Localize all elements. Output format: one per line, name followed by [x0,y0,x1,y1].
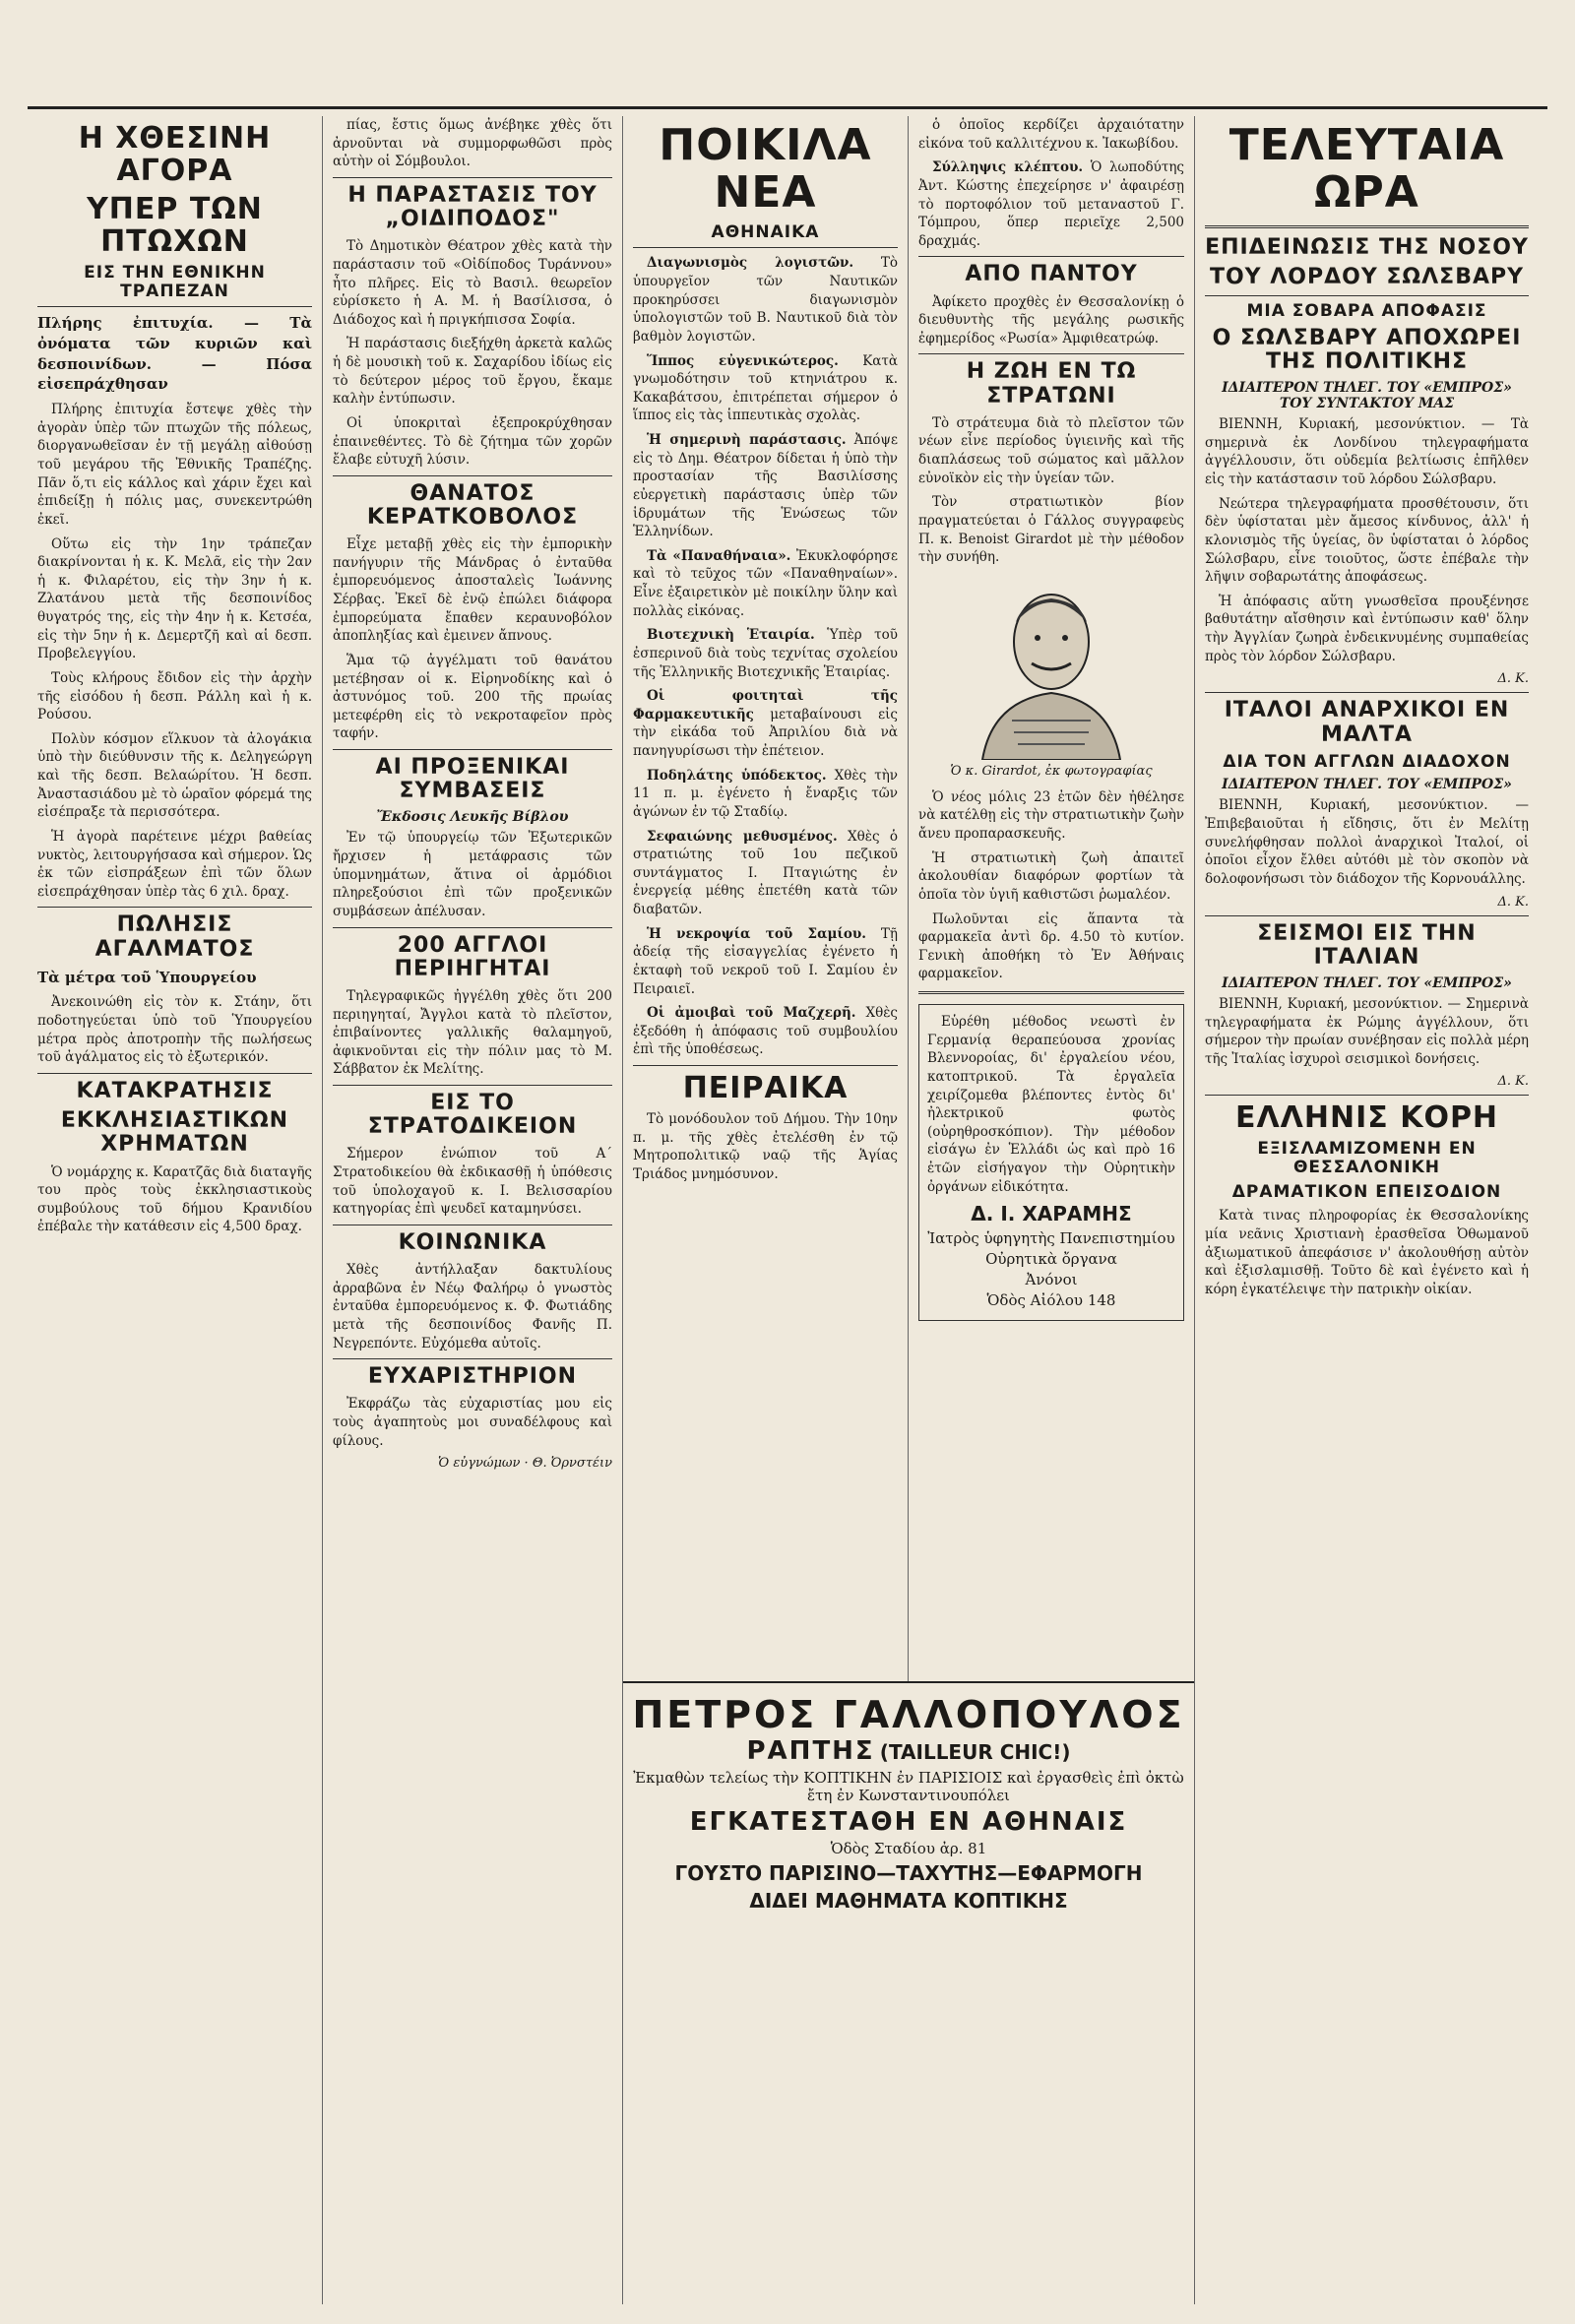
item-text: Χθὲς ὁ στρατιώτης τοῦ 1ου πεζικοῦ συντάγματος Ι. Πταγιώτης ἐν ἐνεργείᾳ μέθης ἐπετέθη κατὰ τῶν διαβατῶν. [633,828,898,918]
item-text: Ὁ λωποδύτης Ἀντ. Κώστης ἐπεχείρησε ν' ἀφαιρέσῃ τὸ πορτοφόλιον τοῦ μεταναστοῦ Γ. Τόμπρου, ὅπερ περιεῖχε 2,500 δραχμάς. [918,159,1184,249]
headline-epideinosis: ΕΠΙΔΕΙΝΩΣΙΣ ΤΗΣ ΝΟΣΟΥ [1205,234,1529,260]
headline-ptochon: ΥΠΕΡ ΤΩΝ ΠΤΩΧΩΝ [87,192,263,259]
divider [333,177,612,178]
paragraph: Χθὲς ἀντήλλαξαν δακτυλίους ἀρραβῶνα ἐν Νέῳ Φαλήρῳ ὁ γνωστὸς ἐνταῦθα ἐμπορευόμενος κ. Φ. Φωτιάδης μετὰ τῆς δεσποινίδος Φανῆς Π. Νεγρεπόντε. Εὐχόμεθα αὐτοῖς. [333,1262,612,1351]
ad-address: Ὁδὸς Αἰόλου 148 [986,1291,1116,1310]
divider [1205,692,1529,693]
ad-doctor-name: Δ. Ι. ΧΑΡΑΜΗΣ [971,1202,1132,1226]
divider [918,991,1184,994]
item-title: Διαγωνισμὸς λογιστῶν. [647,255,854,272]
ad-tailor-lessons: ΔΙΔΕΙ ΜΑΘΗΜΑΤΑ ΚΟΠΤΙΚΗΣ [749,1889,1068,1913]
top-rule [28,106,1547,109]
paragraph: Τὸ στράτευμα διὰ τὸ πλεῖστον τῶν νέων εἶνε περίοδος ὑγιεινῆς καὶ τῆς διαπλάσεως τοῦ σώματος καὶ μᾶλλον εὐνοϊκὸν εἰς τὴν ὑγείαν τῶν. [918,414,1184,486]
paragraph: Ἅμα τῷ ἀγγέλματι τοῦ θανάτου μετέβησαν οἱ κ. Εἰρηνοδίκης καὶ ὁ ἀστυνόμος τοῦ. 200 τῆς πρωίας μετεφέρθη εἰς τὸ νεκροταφεῖον πρὸς ταφήν. [333,652,612,742]
headline-thanatos: ΘΑΝΑΤΟΣ ΚΕΡΑΤΚΟΒΟΛΟΣ [366,480,579,530]
subheadline-trapeza: ΕΙΣ ΤΗΝ ΕΘΝΙΚΗΝ ΤΡΑΠΕΖΑΝ [84,263,266,301]
subheadline-dramatikon: ΔΡΑΜΑΤΙΚΟΝ ΕΠΕΙΣΟΔΙΟΝ [1231,1181,1502,1202]
paragraph: ὁ ὁποῖος κερδίζει ἀρχαιότατην εἰκόνα τοῦ καλλιτέχνου κ. Ἰακωβίδου. [918,117,1184,152]
paragraph: Ἡ ἀγορὰ παρέτεινε μέχρι βαθείας νυκτὸς, λειτουργήσασα καὶ σήμερον. Ὡς ἐκ τῶν εἰσπράξεων ἐπὶ τῶν ὅλων εἰσεπράχθησαν ὑπὲρ τὰς 6 χιλ. δραχ. [37,828,312,900]
item-text: Κατὰ γνωμοδότησιν τοῦ κτηνιάτρου κ. Κακαβάτσου, ἐπιτρέπεται σήμερον ὁ ἵππος εἰς τὰς ἱππευτικὰς σχολὰς. [633,352,898,424]
headline-apofasis: ΜΙΑ ΣΟΒΑΡΑ ΑΠΟΦΑΣΙΣ [1246,301,1487,322]
headline-koinonika: ΚΟΙΝΩΝΙΚΑ [398,1229,547,1255]
divider [633,1065,898,1066]
divider [37,907,312,908]
item-title: Ποδηλάτης ὑπόδεκτος. [647,767,827,784]
divider [37,306,312,307]
column-4 [909,116,1194,1681]
signature: Δ. Κ. [1497,671,1529,687]
paragraph: Τὸ μονόδουλον τοῦ Δήμου. Τὴν 10ην π. μ. τῆς χθὲς ἐτελέσθη ἐν τῷ Μητροπολιτικῷ ναῷ τῆς Ἁγίας Τριάδος μνημόσυνον. [633,1111,898,1182]
source-line: ΙΔΙΑΙΤΕΡΟΝ ΤΗΛΕΓ. ΤΟΥ «ΕΜΠΡΟΣ» [1222,974,1512,991]
headline-agora: Η ΧΘΕΣΙΝΗ ΑΓΟΡΑ [78,121,272,188]
item-title: Ἡ σημερινὴ παράστασις. [647,432,847,449]
item-title: Ἡ νεκροψία τοῦ Σαμίου. [647,925,866,942]
ad-gallopoulos [623,1681,1194,1926]
paragraph: ΒΙΕΝΝΗ, Κυριακή, μεσονύκτιον. — Σημερινὰ τηλεγραφήματα ἐκ Ρώμης ἀγγέλλουν, ὅτι σήμερον τὴν πρωίαν συνέβησαν εἰς πολλὰ μέρη τῆς Ἰταλίας ἰσχυροὶ σεισμικοὶ δονήσεις. [1205,995,1529,1067]
column-2 [323,116,623,2304]
paragraph: Πωλοῦνται εἰς ἅπαντα τὰ φαρμακεῖα ἀντὶ δρ. 4.50 τὸ κυτίον. Γενικὴ ἀποθήκη τὸ Ἐν Ἀθήναις φαρμακεῖον. [918,911,1184,982]
headline-anarchikoi: ΙΤΑΛΟΙ ΑΝΑΡΧΙΚΟΙ ΕΝ ΜΑΛΤΑ [1224,698,1510,747]
headline-anglois: 200 ΑΓΓΛΟΙ ΠΕΡΙΗΓΗΤΑΙ [394,932,551,981]
paragraph: Τοὺς κλήρους ἔδιδον εἰς τὴν ἀρχὴν τῆς εἰσόδου ἡ δεσπ. Ράλλη καὶ ἡ κ. Ρούσου. [37,669,312,723]
ad-tailor-trade: ΡΑΠΤΗΣ [746,1736,875,1766]
item-title: Ἵππος εὐγενικώτερος. [647,352,839,369]
headline-seismoi: ΣΕΙΣΜΟΙ ΕΙΣ ΤΗΝ ΙΤΑΛΙΑΝ [1257,920,1477,970]
paragraph: Τὸ Δημοτικὸν Θέατρον χθὲς κατὰ τὴν παράστασιν τοῦ «Οἰδίποδος Τυράννου» ἦτο πλῆρες. Εἰς τὸ Βασιλ. θεωρεῖον εὑρίσκετο ἡ Α. Μ. ἡ Βασίλισσα, ὁ Διάδοχος καὶ ἡ πριγκήπισσα Σοφία. [333,238,612,328]
paragraph: Σήμερον ἐνώπιον τοῦ Α΄ Στρατοδικείου θὰ ἐκδικασθῇ ἡ ὑπόθεσις τοῦ ὑπολοχαγοῦ κ. Ι. Βελισσαρίου κατηγορίας ἐπὶ ψευδεῖ καταμηνύσει. [333,1146,612,1218]
item-text: Ἐκυκλοφόρησε καὶ τὸ τεῦχος τῶν «Παναθηναίων». Εἶνε ἐξαιρετικὸν μὲ ποικίλην ὕλην καὶ πολλὰς εἰκόνας. [633,547,898,619]
divider [333,475,612,476]
paragraph: ΒΙΕΝΝΗ, Κυριακή, μεσονύκτιον. — Τὰ σημερινὰ ἐκ Λονδίνου τηλεγραφήματα ἀγγέλλουσιν, ὅτι οὐδεμία βελτίωσις ἐπῆλθεν εἰς τὴν κατάστασιν τοῦ λόρδου Σώλσβαρυ. [1205,416,1529,488]
divider [333,1085,612,1086]
columns-3-4 [623,116,1195,2304]
divider [37,1073,312,1074]
paragraph: Πλήρης ἐπιτυχία ἔστεψε χθὲς τὴν ἀγορὰν ὑπὲρ τῶν πτωχῶν τῆς πόλεως, διοργανωθεῖσαν ἐν τῇ μεγάλῃ αἰθούσῃ τοῦ μεγάρου τῆς Ἐθνικῆς Τραπέζης. Πᾶν ὅ,τι εἰς κάλλος καὶ χάριν ἔχει καὶ ἐπιδείξῃ ἡ πόλις μας, συνεκεντρώθη ἐκεῖ. [37,402,312,528]
paragraph: Ἡ ἀπόφασις αὕτη γνωσθεῖσα προυξένησε βαθυτάτην αἴσθησιν καὶ ἐντύπωσιν καθ' ὅλην τὴν Ἀγγλίαν ζωηρὰ ἐνδεικνυμένης συμπαθείας πρὸς τὸν λόρδον Σώλσβαρυ. [1205,593,1529,664]
ad-tailor-name: ΠΕΤΡΟΣ ΓΑΛΛΟΠΟΥΛΟΣ [632,1693,1185,1736]
divider [333,749,612,750]
column-3 [623,116,909,1681]
portrait-caption: Ὁ κ. Girardot, ἐκ φωτογραφίας [950,763,1153,779]
paragraph: Ὁ νομάρχης κ. Καρατζᾶς διὰ διαταγῆς του πρὸς τοὺς ἐκκλησιαστικοὺς συμβούλους τοῦ δήμου Κρανιδίου ἐπέβαλε τὴν κατάθεσιν εἰς 4,500 δραχ. [37,1163,312,1235]
source-line: ΙΔΙΑΙΤΕΡΟΝ ΤΗΛΕΓ. ΤΟΥ «ΕΜΠΡΟΣ» ΤΟΥ ΣΥΝΤΑΚΤΟΥ ΜΑΣ [1222,380,1512,412]
divider [1205,225,1529,228]
item-title: Τὰ «Παναθήναια». [647,547,791,564]
divider [1205,295,1529,296]
paragraph: Οὕτω εἰς τὴν 1ην τράπεζαν διακρίνονται ἡ κ. Κ. Μελᾶ, εἰς τὴν 2αν ἡ κ. Φιλαρέτου, εἰς τὴν 3ην ἡ κ. Ζλατάνου μετὰ τῆς δεσποινίδος θυγατρός της, εἰς τὴν 4ην ἡ κ. Κετσέα, εἰς τὴν 5ην ἡ κ. Δεμερτζῆ καὶ αἱ δεσπ. Προβελεγγίου. [37,535,312,662]
headline-apochorei: Ο ΣΩΛΣΒΑΡΥ ΑΠΟΧΩΡΕΙ ΤΗΣ ΠΟΛΙΤΙΚΗΣ [1212,325,1522,375]
ad-text: Εὑρέθη μέθοδος νεωστὶ ἐν Γερμανίᾳ θεραπεύουσα χρονίας Βλεννοροίας, δι' ἐργαλείου νέου, κατοπτρικοῦ. Τὰ ἐργαλεῖα χειρίζομεθα βλέποντες ἐντὸς δι' ἠλεκτρικοῦ φωτὸς (οὐρηθροσκόπιον). Τὴν μέθοδον εἰσάγω ἐν Ἑλλάδι ὡς καὶ πρὸ 16 ἐτῶν εἰσήγαγον τὴν Οὐρητικὴν ὀργάνων εἰδικότητα. [927,1014,1175,1195]
signature: Ὁ εὐγνώμων · Θ. Ὀρνστέιν [438,1456,612,1472]
divider [918,353,1184,354]
item-text: Ὑπὲρ τοῦ ἐσπερινοῦ διὰ τοὺς τεχνίτας σχολείου τῆς Ἑλληνικῆς Βιοτεχνικῆς Ἑταιρίας. [633,627,898,680]
paragraph: Νεώτερα τηλεγραφήματα προσθέτουσιν, ὅτι δὲν ὑφίσταται μὲν ἄμεσος κίνδυνος, ἀλλ' ἡ κλονισμὸς τῆς ὑγείας, ὃν ὑφίσταται ὁ λόρδος Σώλσβαρυ, εἶνε τοιοῦτος, ὥστε ἐπέβαλε τὴν λῆψιν σοβαρωτάτης ἀποφάσεως. [1205,495,1529,586]
headline-lordou: ΤΟΥ ΛΟΡΔΟΥ ΣΩΛΣΒΑΡΥ [1209,264,1525,289]
lead-metra: Τὰ μέτρα τοῦ Ὑπουργείου [37,968,257,986]
subheadline-diadochon: ΔΙΑ ΤΟΝ ΑΓΓΛΩΝ ΔΙΑΔΟΧΟΝ [1223,751,1511,772]
portrait-girardot-image [953,573,1150,760]
item-text: Τὸ ὑπουργεῖον τῶν Ναυτικῶν προκηρύσσει διαγωνισμὸν ὑπολογιστῶν τοῦ Β. Ναυτικοῦ διὰ τὸν βαθμὸν λογιστῶν. [633,255,898,345]
paragraph: Ἀφίκετο προχθὲς ἐν Θεσσαλονίκῃ ὁ διευθυντὴς τῆς μεγάλης ρωσικῆς ἐφημερίδος «Ρωσία» Ἀμφιθεατρώφ. [918,293,1184,346]
columns-3-4-upper [623,116,1194,1681]
headline-teleftaia-ora: ΤΕΛΕΥΤΑΙΑ ΩΡΑ [1228,120,1505,219]
item-title: Σύλληψις κλέπτου. [932,159,1084,176]
headline-symvaseis: ΑΙ ΠΡΟΞΕΝΙΚΑΙ ΣΥΜΒΑΣΕΙΣ [375,755,570,804]
item-title: Βιοτεχνικὴ Ἑταιρία. [647,627,815,644]
signature: Δ. Κ. [1497,1074,1529,1090]
paragraph: Ἡ παράστασις διεξήχθη ἀρκετὰ καλῶς ἡ δὲ μουσικὴ τοῦ κ. Σαχαρίδου ἰδίως εἰς τὸ δεύτερον μέρος τοῦ ἔργου, ἔκαμε καλὴν ἐντύπωσιν. [333,336,612,408]
paragraph: Τὸν στρατιωτικὸν βίον πραγματεύεται ὁ Γάλλος συγγραφεὺς Π. κ. Benoist Girardot μὲ τὴν μέθοδον τὴν συνήθη. [918,494,1184,566]
subheadline-athinaika: ΑΘΗΝΑΙΚΑ [711,221,820,242]
source-line: ΙΔΙΑΙΤΕΡΟΝ ΤΗΛΕΓ. ΤΟΥ «ΕΜΠΡΟΣ» [1222,777,1512,793]
lead-agora: Πλήρης ἐπιτυχία. — Τὰ ὀνόματα τῶν κυριῶν καὶ δεσποινίδων. — Πόσα εἰσεπράχθησαν [37,314,312,394]
ad-tailor-established: ΕΓΚΑΤΕΣΤΑΘΗ ΕΝ ΑΘΗΝΑΙΣ [689,1807,1128,1837]
headline-chrimaton: ΕΚΚΛΗΣΙΑΣΤΙΚΩΝ ΧΡΗΜΑΤΩΝ [60,1108,289,1158]
divider [333,1358,612,1359]
paragraph: Ἡ στρατιωτικὴ ζωὴ ἀπαιτεῖ ἀκολουθίαν διαφόρων φορτίων τὰ ὁποῖα τὸν ὑγιῆ καθιστῶσι ῥωμαλέον. [918,849,1184,903]
ad-tailor-address: Ὁδὸς Σταδίου ἀρ. 81 [830,1840,987,1857]
subhead-vivlos: Ἔκδοσις Λευκῆς Βίβλου [376,809,569,826]
paragraph: Ὁ νέος μόλις 23 ἐτῶν δὲν ἠθέλησε νὰ κατέλθῃ εἰς τὴν στρατιωτικὴν ζωὴν ἄνευ προπαρασκευῆς. [918,788,1184,843]
divider [918,256,1184,257]
item-text: μεταβαίνουσι εἰς τὴν εἰκάδα τοῦ Ἀπριλίου διὰ νὰ πανηγυρίσωσι τὴν ἐπέτειον. [633,706,898,760]
paragraph: Πολὺν κόσμον εἵλκυον τὰ ἀλογάκια ὑπὸ τὴν διεύθυνσιν τῆς κ. Δεληγεώργη καὶ τῆς δεσπ. Βελαώρίτου. Ἡ δεσπ. Ἀναστασιάδου μὲ τὸ ὡραῖον φόρεμά της εἰσέπραξε τὰ περισσότερα. [37,730,312,821]
ad-doctor-title: Ἰατρὸς ὑφηγητὴς Πανεπιστημίου [927,1229,1175,1248]
column-1 [28,116,323,2304]
headline-apo-pantou: ΑΠΟ ΠΑΝΤΟΥ [965,262,1138,287]
ad-tailor-slogan: ΓΟΥΣΤΟ ΠΑΡΙΣΙΝΟ—ΤΑΧΥΤΗΣ—ΕΦΑΡΜΟΓΗ [674,1861,1143,1885]
headline-poikila: ΠΟΙΚΙΛΑ ΝΕΑ [659,120,872,219]
headline-peiraika: ΠΕΙΡΑΙΚΑ [682,1071,849,1106]
headline-oidipodos: Η ΠΑΡΑΣΤΑΣΙΣ ΤΟΥ „ΟΙΔΙΠΟΔΟΣ" [347,182,598,232]
paragraph: Κατὰ τινας πληροφορίας ἐκ Θεσσαλονίκης μία νεᾶνις Χριστιανὴ ἐρασθεῖσα Ὀθωμανοῦ ἀξιωματικοῦ ἀπεφάσισε ν' ἀκολουθήσῃ αὐτὸν καὶ ἐξισλαμισθῇ. Τοῦτο δὲ καὶ ἐγένετο καὶ ἡ κόρη ἐγκατέλειψε τὴν πατρικὴν οἰκίαν. [1205,1208,1529,1297]
headline-eucharistirion: ΕΥΧΑΡΙΣΤΗΡΙΟΝ [367,1364,578,1390]
ad-specialty-2: Ἀνόνοι [1025,1271,1078,1289]
paragraph: πίας, ἔστις ὅμως ἀνέβηκε χθὲς ὅτι ἀρνοῦνται νὰ συμμορφωθῶσι πρὸς αὐτὴν οἱ Σόμβουλοι. [333,117,612,170]
paragraph: ΒΙΕΝΝΗ, Κυριακή, μεσονύκτιον. — Ἐπιβεβαιοῦται ἡ εἴδησις, ὅτι ἐν Μελίτῃ συνελήφθησαν πολλοὶ ἀναρχικοὶ Ἰταλοί, οἱ ὁποῖοι εἶχον ἔλθει αὐτόθι μὲ τὸν σκοπὸν νὰ δολοφονήσωσι τὸν διάδοχον τῆς Κορνουάλλης. [1205,797,1529,887]
paragraph: Ἐν τῷ ὑπουργείῳ τῶν Ἐξωτερικῶν ἤρχισεν ἡ μετάφρασις τῶν ὑπομνημάτων, ἅτινα οἱ ἀρμόδιοι πληρεξούσιοι ἐπὶ τῶν προξενικῶν συμβάσεων ἀπέλυσαν. [333,830,612,919]
column-5 [1195,116,1539,2304]
headline-katakratisis: ΚΑΤΑΚΡΑΤΗΣΙΣ [76,1078,274,1103]
divider [1205,1095,1529,1096]
headline-zoi-stratoni: Η ΖΩΗ ΕΝ ΤΩ ΣΤΡΑΤΩΝΙ [966,359,1137,408]
divider [1205,915,1529,916]
item-title: Οἱ ἀμοιβαὶ τοῦ Μαζχερῆ. [647,1005,856,1022]
ad-charamis [918,1004,1184,1321]
divider [633,247,898,248]
paragraph: Ἐκφράζω τὰς εὐχαριστίας μου εἰς τοὺς ἀγαπητοὺς μοι συναδέλφους καὶ φίλους. [333,1396,612,1449]
columns [28,116,1547,2304]
signature: Δ. Κ. [1497,894,1529,910]
paragraph: Ἀνεκοινώθη εἰς τὸν κ. Στάην, ὅτι ποδοτηγεύεται ὑπὸ τοῦ Ὑπουργείου μέτρα πρὸς ἀποτροπὴν τῆς πωλήσεως τοῦ ἀγάλματος εἰς τὸ ἐξωτερικόν. [37,994,312,1066]
paragraph: Οἱ ὑποκριταὶ ἐξεπροκρύχθησαν ἐπαινεθέντες. Τὸ δὲ ζήτημα τῶν χορῶν ἔλαβε εὐτυχῆ λύσιν. [333,414,612,469]
ad-specialty: Οὐρητικὰ ὄργανα [985,1250,1117,1269]
item-title: Οἱ φοιτηταὶ τῆς Φαρμακευτικῆς [633,688,898,722]
headline-stratodikeion: ΕΙΣ ΤΟ ΣΤΡΑΤΟΔΙΚΕΙΟΝ [367,1091,578,1140]
item-title: Σεφαιώνης μεθυσμένος. [647,828,838,845]
divider [333,927,612,928]
item-text: Τῇ ἀδείᾳ τῆς εἰσαγγελίας ἐγένετο ἡ ἐκταφὴ τοῦ νεκροῦ τοῦ Ι. Σαμίου ἐν Πειραιεῖ. [633,925,898,997]
ad-tailor-trade-fr: (TAILLEUR CHIC!) [879,1740,1071,1764]
item-text: Χθὲς ἐξεδόθη ἡ ἀπόφασις τοῦ συμβουλίου ἐπὶ τῆς ὑποθέσεως. [633,1005,898,1058]
item-text: Ἀπόψε εἰς τὸ Δημ. Θέατρον δίδεται ἡ ὑπὸ τὴν προστασίαν τῆς Βασιλίσσης εὐεργετικὴ παράστασις ὑπὲρ τῶν ἱδρυμάτων τῆς Ἑνώσεως τῶν Ἑλληνίδων. [633,432,898,540]
ad-tailor-line: Ἐκμαθὼν τελείως τὴν ΚΟΠΤΙΚΗΝ ἐν ΠΑΡΙΣΙΟΙΣ καὶ ἐργασθεὶς ἐπὶ ὀκτὼ ἔτη ἐν Κωνσταντινουπόλει [633,1769,1184,1804]
paragraph: Τηλεγραφικῶς ἠγγέλθη χθὲς ὅτι 200 περιηγηταί, Ἄγγλοι κατὰ τὸ πλεῖστον, ἐπιβαίνοντες γαλλικῆς θαλαμηγοῦ, ἀφικνοῦνται εἰς τὴν πόλιν μας τὸ Μ. Σάββατον ἐκ Μελίτης. [333,987,612,1078]
subheadline-exislamizomeni: ΕΞΙΣΛΑΜΙΖΟΜΕΝΗ ΕΝ ΘΕΣΣΑΛΟΝΙΚΗ [1257,1139,1477,1178]
item-text: Χθὲς τὴν 11 π. μ. ἐγένετο ἡ ἔναρξις τῶν ἀγώνων ἐν τῷ Σταδίῳ. [633,767,898,820]
paragraph: Εἶχε μεταβῇ χθὲς εἰς τὴν ἐμπορικὴν πανήγυριν τῆς Μάνδρας ὁ ἐνταῦθα ἐμπορευόμενος ἀποσταλεὶς Ἰωάννης Σέρβας. Ἐκεῖ δὲ ἐνῷ ἐπώλει διάφορα ἐμπορεύματα ἔπαθεν κεραυνοβόλον ἀποπληξίας καὶ ἐμεινεν ἄπνους. [333,536,612,645]
headline-ellinis-kori: ΕΛΛΗΝΙΣ ΚΟΡΗ [1234,1100,1499,1136]
headline-agalma: ΠΩΛΗΣΙΣ ΑΓΑΛΜΑΤΟΣ [94,912,255,962]
